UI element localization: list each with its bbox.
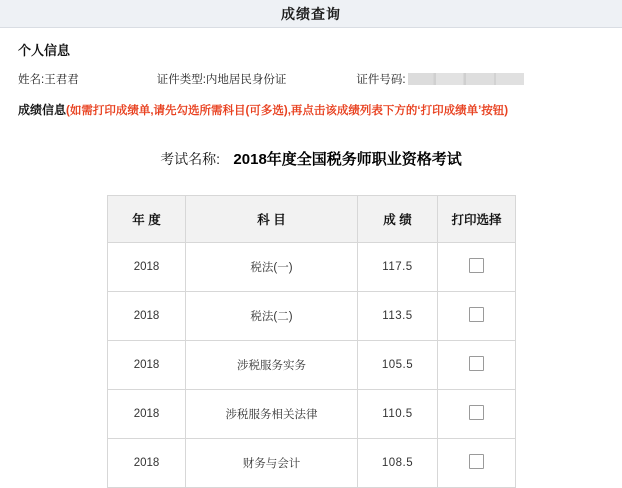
cell-year: 2018 (108, 243, 186, 292)
cell-year: 2018 (108, 439, 186, 488)
cell-subject: 涉税服务相关法律 (186, 390, 358, 439)
column-header-year: 年 度 (108, 196, 186, 243)
id-number-redacted-value (408, 73, 524, 85)
table-row (108, 439, 516, 488)
print-select-checkbox[interactable] (469, 356, 484, 371)
page-title: 成绩查询 (281, 5, 341, 22)
table-row (108, 292, 516, 341)
cell-print-select (438, 439, 516, 488)
cell-score: 113.5 (358, 292, 438, 341)
cell-subject: 税法(二) (186, 292, 358, 341)
cell-print-select (438, 243, 516, 292)
cell-subject: 财务与会计 (186, 439, 358, 488)
score-table-wrapper (107, 195, 515, 488)
print-select-checkbox[interactable] (469, 454, 484, 469)
id-type-value: 内地居民身份证 (205, 74, 287, 86)
cell-score: 108.5 (358, 439, 438, 488)
exam-name-row (0, 148, 622, 169)
id-type-label: 证件类型: (156, 74, 206, 86)
print-select-checkbox[interactable] (469, 307, 484, 322)
column-header-print-select: 打印选择 (438, 196, 516, 243)
personal-info-row (18, 71, 622, 87)
cell-year: 2018 (108, 390, 186, 439)
id-number-label: 证件号码: (356, 74, 406, 86)
score-table-body (108, 243, 516, 488)
cell-print-select (438, 292, 516, 341)
print-select-checkbox[interactable] (469, 258, 484, 273)
score-info-heading: 成绩信息 (18, 103, 67, 117)
window-title-bar (0, 0, 622, 28)
cell-score: 105.5 (358, 341, 438, 390)
personal-info-heading: 个人信息 (18, 43, 71, 58)
column-header-score: 成 绩 (358, 196, 438, 243)
cell-year: 2018 (108, 292, 186, 341)
cell-subject: 涉税服务实务 (186, 341, 358, 390)
score-table (107, 195, 516, 488)
print-select-checkbox[interactable] (469, 405, 484, 420)
name-label: 姓名:王君君 (18, 74, 79, 86)
table-row (108, 243, 516, 292)
exam-name-value: 2018年度全国税务师职业资格考试 (233, 151, 462, 168)
cell-print-select (438, 390, 516, 439)
cell-score: 110.5 (358, 390, 438, 439)
cell-year: 2018 (108, 341, 186, 390)
cell-score: 117.5 (358, 243, 438, 292)
cell-subject: 税法(一) (186, 243, 358, 292)
score-notice-row (18, 101, 622, 118)
table-row (108, 341, 516, 390)
score-table-head (108, 196, 516, 243)
exam-name-label: 考试名称: (160, 151, 221, 167)
print-instructions-text: (如需打印成绩单,请先勾选所需科目(可多选),再点击该成绩列表下方的‘打印成绩单’按钮) (66, 105, 509, 117)
cell-print-select (438, 341, 516, 390)
table-row (108, 390, 516, 439)
column-header-subject: 科 目 (186, 196, 358, 243)
table-header-row (108, 196, 516, 243)
